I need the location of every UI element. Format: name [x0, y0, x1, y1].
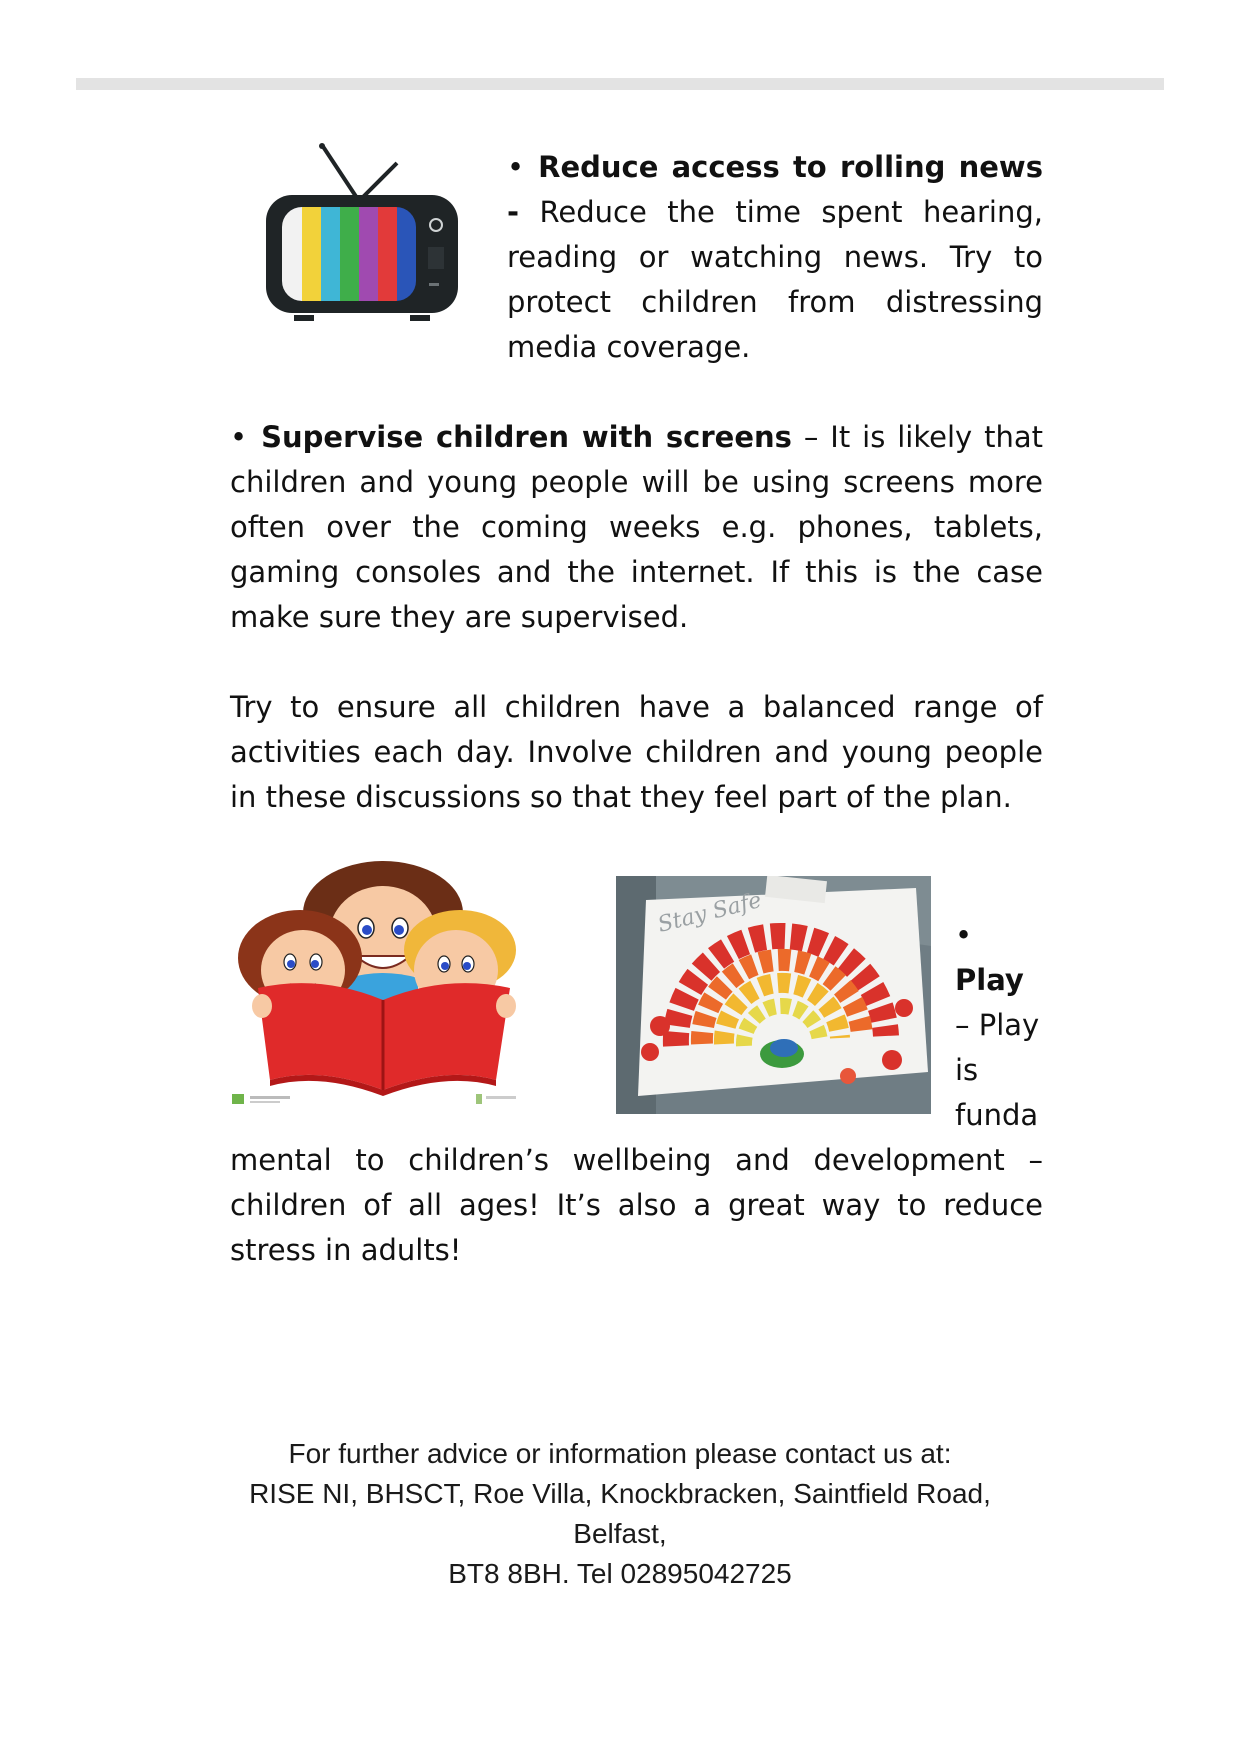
contact-line-address: RISE NI, BHSCT, Roe Villa, Knockbracken, Saintfield Road, [249, 1478, 991, 1509]
play-bullet: • [955, 918, 973, 952]
contact-line-city: Belfast, [573, 1518, 667, 1549]
play-column-text [955, 913, 1045, 1138]
screens-heading: Supervise children with screens [261, 420, 792, 454]
screens-body: – It is likely that children and young people will be using screens more often over the coming weeks e.g. phones, tablets, gaming consoles and the internet. If this is the case make sure they are supervised. [230, 420, 1043, 634]
play-heading: Play [955, 963, 1024, 997]
play-col-line3: funda [955, 1098, 1039, 1132]
contact-line-postcode-phone: BT8 8BH. Tel 02895042725 [448, 1558, 792, 1589]
rolling-news-body: Reduce the time spent hearing, reading or watching news. Try to protect children from distressing media coverage. [507, 195, 1043, 364]
contact-block [180, 1434, 1060, 1594]
play-paragraph-continued: mental to children’s wellbeing and development – children of all ages! It’s also a great way to reduce stress in adults! [230, 1143, 1043, 1267]
header-divider [76, 78, 1164, 90]
screens-paragraph: • Supervise children with screens – It is likely that children and young people will be using screens more often over the coming weeks e.g. phones, tablets, gaming consoles and the internet. If this is the case make sure they are supervised. [230, 420, 1043, 634]
contact-line-intro: For further advice or information please contact us at: [288, 1438, 952, 1469]
television-icon [262, 143, 462, 323]
play-col-line1: – Play [955, 1008, 1040, 1042]
play-col-line2: is [955, 1053, 979, 1087]
handprint-rainbow-photo [616, 876, 931, 1114]
balanced-activities-paragraph: Try to ensure all children have a balanced range of activities each day. Involve children and young people in these discussions so that they feel part of the plan. [230, 690, 1043, 814]
children-reading-illustration [228, 858, 538, 1108]
photo-caption: Stay Safe [655, 887, 765, 938]
rolling-news-paragraph: • Reduce access to rolling news - Reduce the time spent hearing, reading or watching news. Try to protect children from distressing media coverage. [507, 150, 1043, 364]
rolling-news-heading: Reduce access to rolling news - [507, 150, 1043, 229]
